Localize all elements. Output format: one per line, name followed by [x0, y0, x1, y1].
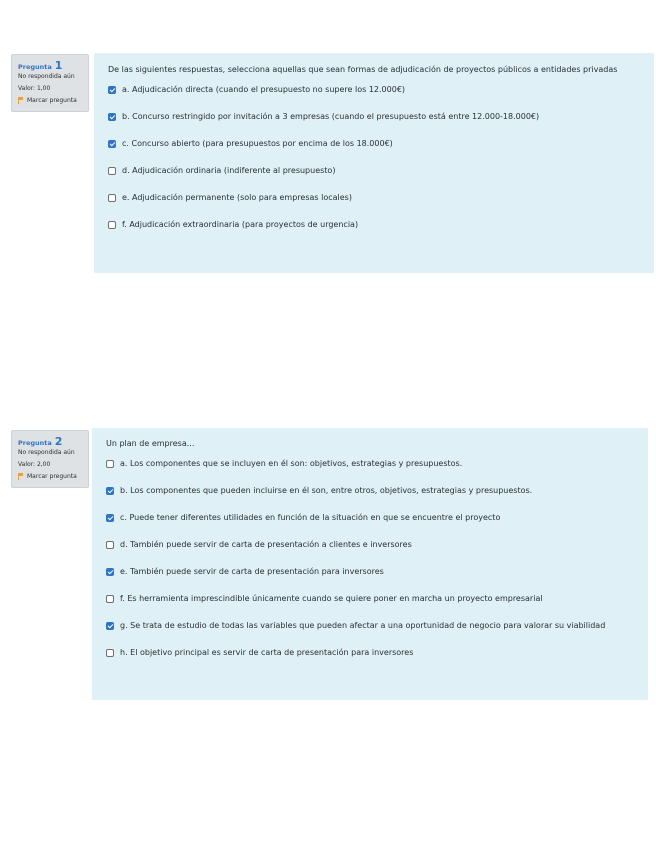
answer-option-label: f. Es herramienta imprescindible únicamente cuando se quiere poner en marcha un proyecto empresarial: [120, 594, 543, 603]
answer-option-label: b. Concurso restringido por invitación a 3 empresas (cuando el presupuesto está entre 12.000-18.000€): [122, 112, 540, 121]
question-1-grade: Valor: 1,00: [18, 85, 51, 92]
answer-option-label: f. Adjudicación extraordinaria (para proyectos de urgencia): [122, 220, 359, 229]
answer-option-label: d. También puede servir de carta de presentación a clientes e inversores: [120, 540, 412, 549]
answer-option-label: c. Puede tener diferentes utilidades en función de la situación en que se encuentre el proyecto: [120, 513, 501, 522]
question-1-prompt: De las siguientes respuestas, selecciona aquellas que sean formas de adjudicación de proyectos públicos a entidades privadas: [108, 65, 618, 74]
checkbox-checked[interactable]: [106, 622, 114, 630]
question-1-info: [11, 54, 89, 112]
checkbox-checked[interactable]: [106, 568, 114, 576]
flag-icon: [18, 97, 24, 104]
question-2-content: [92, 428, 648, 700]
question-1-content: [94, 53, 654, 273]
answer-option[interactable]: [106, 567, 638, 577]
question-1-answers: [108, 85, 644, 230]
question-2-state: No respondida aún: [18, 449, 75, 456]
flag-icon: [18, 473, 24, 480]
answer-option[interactable]: [108, 139, 644, 149]
question-2-prompt: Un plan de empresa...: [106, 439, 195, 448]
question-2-answers: [106, 459, 638, 658]
question-1-number: Pregunta 1: [18, 59, 63, 72]
answer-option-label: e. También puede servir de carta de presentación para inversores: [120, 567, 384, 576]
checkbox-unchecked[interactable]: [108, 221, 116, 229]
answer-option[interactable]: [106, 648, 638, 658]
checkbox-unchecked[interactable]: [106, 541, 114, 549]
answer-option[interactable]: [106, 486, 638, 496]
answer-option[interactable]: [108, 193, 644, 203]
answer-option[interactable]: [108, 112, 644, 122]
checkbox-unchecked[interactable]: [106, 649, 114, 657]
answer-option[interactable]: [106, 459, 638, 469]
answer-option[interactable]: [106, 540, 638, 550]
answer-option-label: b. Los componentes que pueden incluirse en él son, entre otros, objetivos, estrategias y presupuestos.: [120, 486, 533, 495]
answer-option-label: d. Adjudicación ordinaria (indiferente al presupuesto): [122, 166, 336, 175]
checkbox-unchecked[interactable]: [106, 595, 114, 603]
checkbox-checked[interactable]: [108, 86, 116, 94]
checkbox-unchecked[interactable]: [108, 167, 116, 175]
answer-option[interactable]: [108, 166, 644, 176]
question-2-grade: Valor: 2,00: [18, 461, 51, 468]
question-1-state: No respondida aún: [18, 73, 75, 80]
answer-option-label: h. El objetivo principal es servir de carta de presentación para inversores: [120, 648, 414, 657]
answer-option-label: e. Adjudicación permanente (solo para empresas locales): [122, 193, 352, 202]
answer-option[interactable]: [106, 594, 638, 604]
question-2-number: Pregunta 2: [18, 435, 63, 448]
checkbox-unchecked[interactable]: [106, 460, 114, 468]
checkbox-unchecked[interactable]: [108, 194, 116, 202]
checkbox-checked[interactable]: [108, 113, 116, 121]
answer-option[interactable]: [108, 220, 644, 230]
answer-option[interactable]: [108, 85, 644, 95]
answer-option[interactable]: [106, 513, 638, 523]
answer-option-label: a. Adjudicación directa (cuando el presupuesto no supere los 12.000€): [122, 85, 406, 94]
answer-option[interactable]: [106, 621, 638, 631]
answer-option-label: c. Concurso abierto (para presupuestos por encima de los 18.000€): [122, 139, 393, 148]
checkbox-checked[interactable]: [108, 140, 116, 148]
answer-option-label: g. Se trata de estudio de todas las variables que pueden afectar a una oportunidad de negocio para valorar su viabilidad: [120, 621, 606, 630]
question-1-flag-toggle[interactable]: Marcar pregunta: [18, 97, 82, 105]
question-2-flag-toggle[interactable]: Marcar pregunta: [18, 473, 82, 481]
question-2-info: [11, 430, 89, 488]
checkbox-checked[interactable]: [106, 514, 114, 522]
checkbox-checked[interactable]: [106, 487, 114, 495]
answer-option-label: a. Los componentes que se incluyen en él son: objetivos, estrategias y presupuestos.: [120, 459, 463, 468]
